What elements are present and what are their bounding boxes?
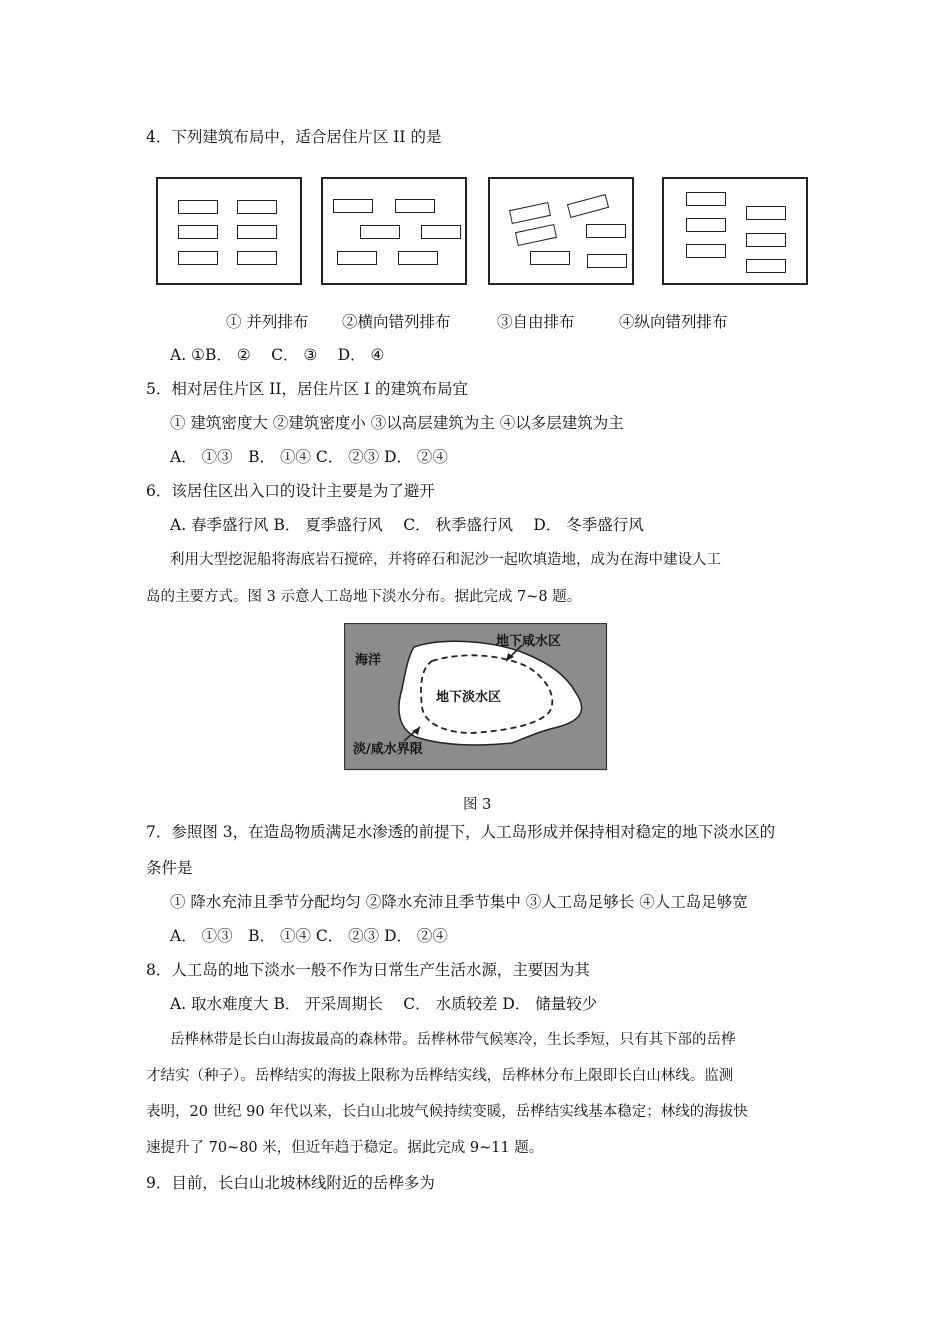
q8-options: A. 取水难度大 B． 开采周期长 C． 水质较差 D． 储量较少 <box>170 995 598 1013</box>
building <box>360 225 400 239</box>
label-ocean: 海洋 <box>355 653 382 668</box>
layout-parallel <box>156 177 302 285</box>
q7-options: A． ①③ B． ①④ C． ②③ D． ②④ <box>170 927 448 945</box>
passage2-line3: 表明，20 世纪 90 年代以来，长白山北坡气候持续变暖，岳桦结实线基本稳定；林线的海拔快 <box>146 1104 748 1120</box>
building <box>746 233 786 247</box>
layout-free <box>488 177 634 285</box>
q5-statements: ① 建筑密度大 ②建筑密度小 ③以高层建筑为主 ④以多层建筑为主 <box>170 414 624 432</box>
q9-stem: 9．目前，长白山北坡林线附近的岳桦多为 <box>146 1174 435 1192</box>
layout-label-4: ④纵向错列排布 <box>619 313 728 331</box>
layout-label-2: ②横向错列排布 <box>342 313 451 331</box>
passage1-line2: 岛的主要方式。图 3 示意人工岛地下淡水分布。据此完成 7~8 题。 <box>146 589 582 605</box>
q8-stem: 8．人工岛的地下淡水一般不作为日常生产生活水源，主要因为其 <box>146 961 590 979</box>
figure-caption: 图 3 <box>463 797 492 813</box>
building <box>530 251 570 265</box>
label-boundary: 淡/咸水界限 <box>353 742 423 757</box>
q4-stem: 4．下列建筑布局中，适合居住片区 II 的是 <box>146 128 442 146</box>
building <box>587 254 627 268</box>
q7-statements: ① 降水充沛且季节分配均匀 ②降水充沛且季节集中 ③人工岛足够长 ④人工岛足够宽 <box>170 893 748 911</box>
building <box>567 194 609 218</box>
figure-3 <box>344 623 608 775</box>
building <box>686 192 726 206</box>
layout-horizontal-staggered <box>321 177 467 285</box>
label-freshwater-zone: 地下淡水区 <box>436 690 502 705</box>
building <box>178 251 218 265</box>
passage2-line2: 才结实（种子）。岳桦结实的海拔上限称为岳桦结实线，岳桦林分布上限即长白山林线。监测 <box>146 1068 734 1084</box>
building <box>237 200 277 214</box>
q4-options: A. ①B． ② C． ③ D． ④ <box>170 346 385 364</box>
layout-diagrams <box>156 177 808 287</box>
passage1-line1: 利用大型挖泥船将海底岩石搅碎，并将碎石和泥沙一起吹填造地，成为在海中建设人工 <box>170 552 721 568</box>
label-saline-zone: 地下咸水区 <box>496 634 562 649</box>
building <box>421 225 461 239</box>
building <box>586 224 626 238</box>
building <box>398 251 438 265</box>
q6-stem: 6．该居住区出入口的设计主要是为了避开 <box>146 482 435 500</box>
building <box>237 251 277 265</box>
layout-vertical-staggered <box>662 177 808 285</box>
building <box>509 202 551 224</box>
building <box>686 244 726 258</box>
q6-options: A. 春季盛行风 B． 夏季盛行风 C． 秋季盛行风 D． 冬季盛行风 <box>170 516 644 534</box>
building <box>746 206 786 220</box>
building <box>237 225 277 239</box>
island-diagram <box>344 623 608 771</box>
building <box>178 200 218 214</box>
passage2-line4: 速提升了 70~80 米，但近年趋于稳定。据此完成 9~11 题。 <box>146 1140 544 1156</box>
building <box>515 224 557 246</box>
q7-stem-line2: 条件是 <box>146 859 193 877</box>
q7-stem-line1: 7．参照图 3，在造岛物质满足水渗透的前提下，人工岛形成并保持相对稳定的地下淡水区的 <box>146 823 776 841</box>
building <box>333 199 373 213</box>
building <box>337 251 377 265</box>
building <box>395 199 435 213</box>
building <box>746 259 786 273</box>
building <box>178 225 218 239</box>
q5-stem: 5．相对居住片区 II，居住片区 I 的建筑布局宜 <box>146 380 469 398</box>
passage2-line1: 岳桦林带是长白山海拔最高的森林带。岳桦林带气候寒冷，生长季短，只有其下部的岳桦 <box>170 1032 736 1048</box>
layout-label-1: ① 并列排布 <box>226 313 309 331</box>
q5-options: A． ①③ B． ①④ C． ②③ D． ②④ <box>170 448 448 466</box>
building <box>686 218 726 232</box>
layout-label-3: ③自由排布 <box>497 313 575 331</box>
